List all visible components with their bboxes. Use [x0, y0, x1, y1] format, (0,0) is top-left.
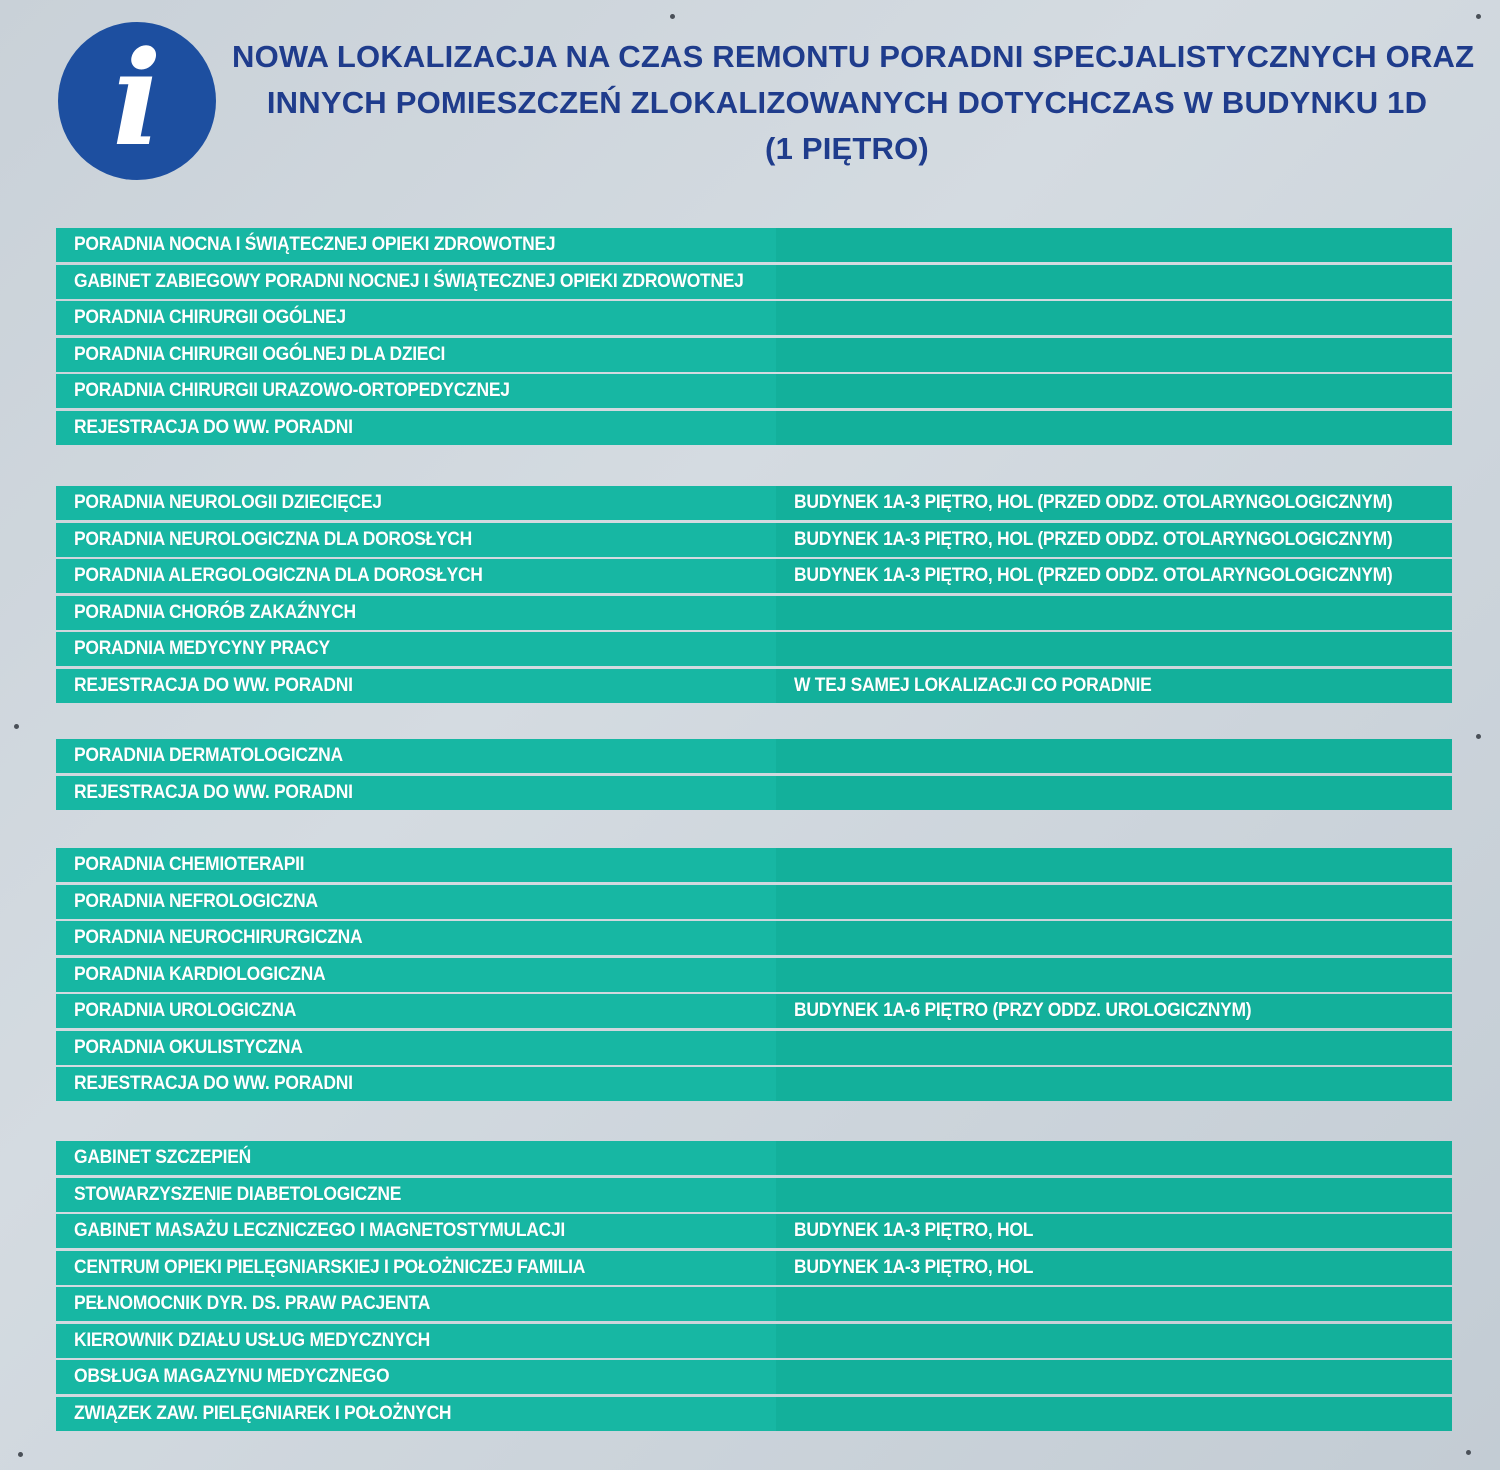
- directory-row: [56, 1031, 1452, 1065]
- directory-row: [56, 265, 1452, 299]
- clinic-name: OBSŁUGA MAGAZYNU MEDYCZNEGO: [74, 1366, 390, 1387]
- directory-row: [56, 776, 1452, 810]
- clinic-name: PORADNIA NEUROLOGICZNA DLA DOROSŁYCH: [74, 528, 472, 550]
- clinic-location: BUDYNEK 1A-3 PIĘTRO, HOL (PRZED ODDZ. OTOLARYNGOLOGICZNYM): [794, 492, 1393, 513]
- directory-row: [56, 1251, 1452, 1285]
- clinic-name: PORADNIA NOCNA I ŚWIĄTECZNEJ OPIEKI ZDROWOTNEJ: [74, 234, 556, 255]
- clinic-name: PORADNIA CHORÓB ZAKAŹNYCH: [74, 601, 356, 623]
- clinic-group-5: [56, 1141, 1452, 1433]
- directory-row: [56, 596, 1452, 630]
- title-line: INNYCH POMIESZCZEŃ ZLOKALIZOWANYCH DOTYCHCZAS W BUDYNKU 1D: [266, 85, 1428, 120]
- directory-row: [56, 228, 1452, 262]
- directory-row: [56, 1178, 1452, 1212]
- directory-row: [56, 958, 1452, 992]
- directory-row: [56, 559, 1452, 593]
- directory-row: [56, 301, 1452, 335]
- clinic-name: PORADNIA NEFROLOGICZNA: [74, 890, 318, 912]
- clinic-location: W TEJ SAMEJ LOKALIZACJI CO PORADNIE: [794, 674, 1152, 696]
- directory-row: [56, 921, 1452, 955]
- directory-row: [56, 1360, 1452, 1394]
- clinic-name: PEŁNOMOCNIK DYR. DS. PRAW PACJENTA: [74, 1293, 431, 1314]
- mounting-screw: [1476, 734, 1481, 739]
- mounting-screw: [14, 724, 19, 729]
- clinic-location: BUDYNEK 1A-3 PIĘTRO, HOL (PRZED ODDZ. OTOLARYNGOLOGICZNYM): [794, 565, 1393, 586]
- directory-row: [56, 632, 1452, 666]
- clinic-name: PORADNIA NEUROCHIRURGICZNA: [74, 927, 363, 948]
- mounting-screw: [670, 14, 675, 19]
- clinic-group-2: [56, 486, 1452, 705]
- clinic-name: GABINET MASAŻU LECZNICZEGO I MAGNETOSTYMULACJI: [74, 1220, 565, 1241]
- directory-row: [56, 885, 1452, 919]
- clinic-name: GABINET ZABIEGOWY PORADNI NOCNEJ I ŚWIĄTECZNEJ OPIEKI ZDROWOTNEJ: [74, 270, 744, 292]
- info-icon-glyph: i: [112, 22, 162, 175]
- directory-row: [56, 848, 1452, 882]
- directory-row: [56, 1214, 1452, 1248]
- clinic-name: KIEROWNIK DZIAŁU USŁUG MEDYCZNYCH: [74, 1329, 431, 1351]
- directory-row: [56, 1141, 1452, 1175]
- mounting-screw: [18, 1452, 23, 1457]
- clinic-name: PORADNIA UROLOGICZNA: [74, 1000, 297, 1021]
- board-title: [232, 34, 1475, 172]
- title-line: NOWA LOKALIZACJA NA CZAS REMONTU PORADNI SPECJALISTYCZNYCH ORAZ: [232, 39, 1475, 74]
- directory-row: [56, 739, 1452, 773]
- clinic-name: CENTRUM OPIEKI PIELĘGNIARSKIEJ I POŁOŻNICZEJ FAMILIA: [74, 1256, 586, 1278]
- clinic-name: PORADNIA MEDYCYNY PRACY: [74, 638, 330, 659]
- mounting-screw: [1476, 14, 1481, 19]
- directory-row: [56, 669, 1452, 703]
- mounting-screw: [1466, 1450, 1471, 1455]
- clinic-name: PORADNIA CHIRURGII OGÓLNEJ DLA DZIECI: [74, 343, 446, 365]
- clinic-location: BUDYNEK 1A-3 PIĘTRO, HOL (PRZED ODDZ. OTOLARYNGOLOGICZNYM): [794, 528, 1393, 550]
- clinic-name: STOWARZYSZENIE DIABETOLOGICZNE: [74, 1183, 402, 1205]
- clinic-group-4: [56, 848, 1452, 1104]
- clinic-name: PORADNIA CHIRURGII URAZOWO-ORTOPEDYCZNEJ: [74, 380, 510, 401]
- clinic-name: ZWIĄZEK ZAW. PIELĘGNIAREK I POŁOŻNYCH: [74, 1402, 452, 1424]
- clinic-name: PORADNIA OKULISTYCZNA: [74, 1036, 303, 1058]
- clinic-location: BUDYNEK 1A-3 PIĘTRO, HOL: [794, 1220, 1034, 1241]
- directory-row: [56, 523, 1452, 557]
- directory-row: [56, 338, 1452, 372]
- clinic-name: PORADNIA ALERGOLOGICZNA DLA DOROSŁYCH: [74, 565, 483, 586]
- clinic-name: PORADNIA DERMATOLOGICZNA: [74, 745, 343, 766]
- directory-row: [56, 1287, 1452, 1321]
- clinic-group-1: [56, 228, 1452, 447]
- clinic-name: REJESTRACJA DO WW. PORADNI: [74, 1073, 353, 1094]
- clinic-name: REJESTRACJA DO WW. PORADNI: [74, 416, 353, 438]
- directory-row: [56, 411, 1452, 445]
- clinic-location: BUDYNEK 1A-3 PIĘTRO, HOL: [794, 1256, 1034, 1278]
- directory-row: [56, 994, 1452, 1028]
- clinic-name: GABINET SZCZEPIEŃ: [74, 1147, 251, 1168]
- clinic-location: BUDYNEK 1A-6 PIĘTRO (PRZY ODDZ. UROLOGICZNYM): [794, 1000, 1252, 1021]
- clinic-name: PORADNIA KARDIOLOGICZNA: [74, 963, 326, 985]
- clinic-name: REJESTRACJA DO WW. PORADNI: [74, 781, 353, 803]
- directory-row: [56, 1397, 1452, 1431]
- directory-row: [56, 1067, 1452, 1101]
- title-line: (1 PIĘTRO): [765, 131, 929, 166]
- directory-row: [56, 486, 1452, 520]
- clinic-name: REJESTRACJA DO WW. PORADNI: [74, 674, 353, 696]
- clinic-name: PORADNIA CHIRURGII OGÓLNEJ: [74, 307, 346, 328]
- directory-row: [56, 1324, 1452, 1358]
- directory-row: [56, 374, 1452, 408]
- info-icon: [58, 22, 216, 180]
- clinic-name: PORADNIA NEUROLOGII DZIECIĘCEJ: [74, 492, 382, 513]
- clinic-name: PORADNIA CHEMIOTERAPII: [74, 854, 305, 875]
- clinic-group-3: [56, 739, 1452, 812]
